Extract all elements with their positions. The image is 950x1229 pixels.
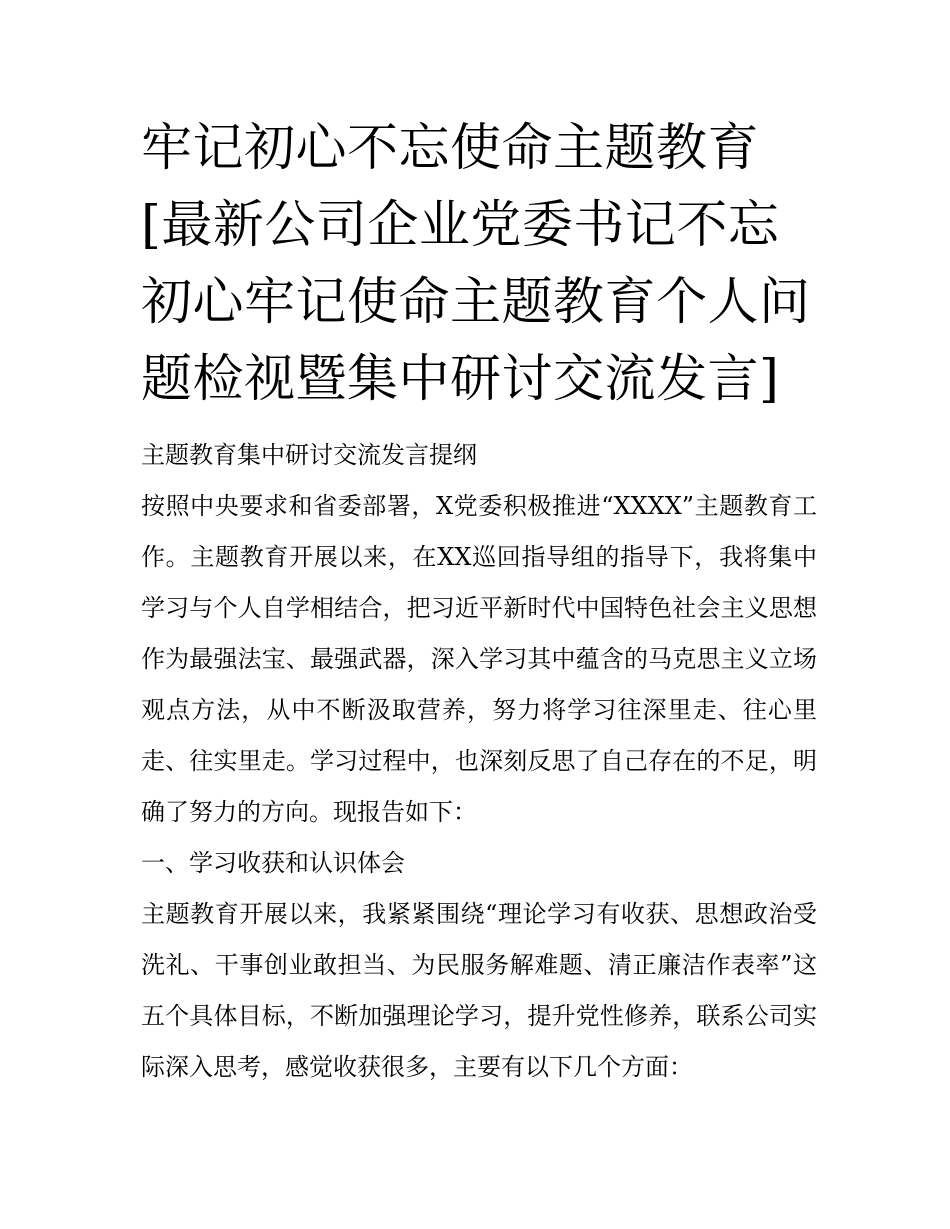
subtitle-paragraph: 主题教育集中研讨交流发言提纲 bbox=[141, 441, 477, 469]
section-paragraph: 主题教育开展以来，我紧紧围绕“理论学习有收获、思想政治受洗礼、干事创业敢担当、为民服务解难题、清正廉洁作表率”这五个具体目标，不断加强理论学习，提升党性修养，联系公司实际深入思考，感觉收获很多，主要有以下几个方面： bbox=[141, 900, 817, 1081]
document-body bbox=[141, 430, 817, 1093]
section-heading: 一、学习收获和认识体会 bbox=[141, 849, 405, 877]
document-title: 牢记初心不忘使命主题教育[最新公司企业党委书记不忘初心牢记使命主题教育个人问题检视暨集中研讨交流发言] bbox=[141, 119, 811, 409]
intro-paragraph: 按照中央要求和省委部署，X党委积极推进“XXXX”主题教育工作。主题教育开展以来，在XX巡回指导组的指导下，我将集中学习与个人自学相结合，把习近平新时代中国特色社会主义思想作为最强法宝、最强武器，深入学习其中蕴含的马克思主义立场观点方法，从中不断汲取营养，努力将学习往深里走、往心里走、往实里走。学习过程中，也深刻反思了自己存在的不足，明确了努力的方向。现报告如下： bbox=[141, 492, 817, 826]
